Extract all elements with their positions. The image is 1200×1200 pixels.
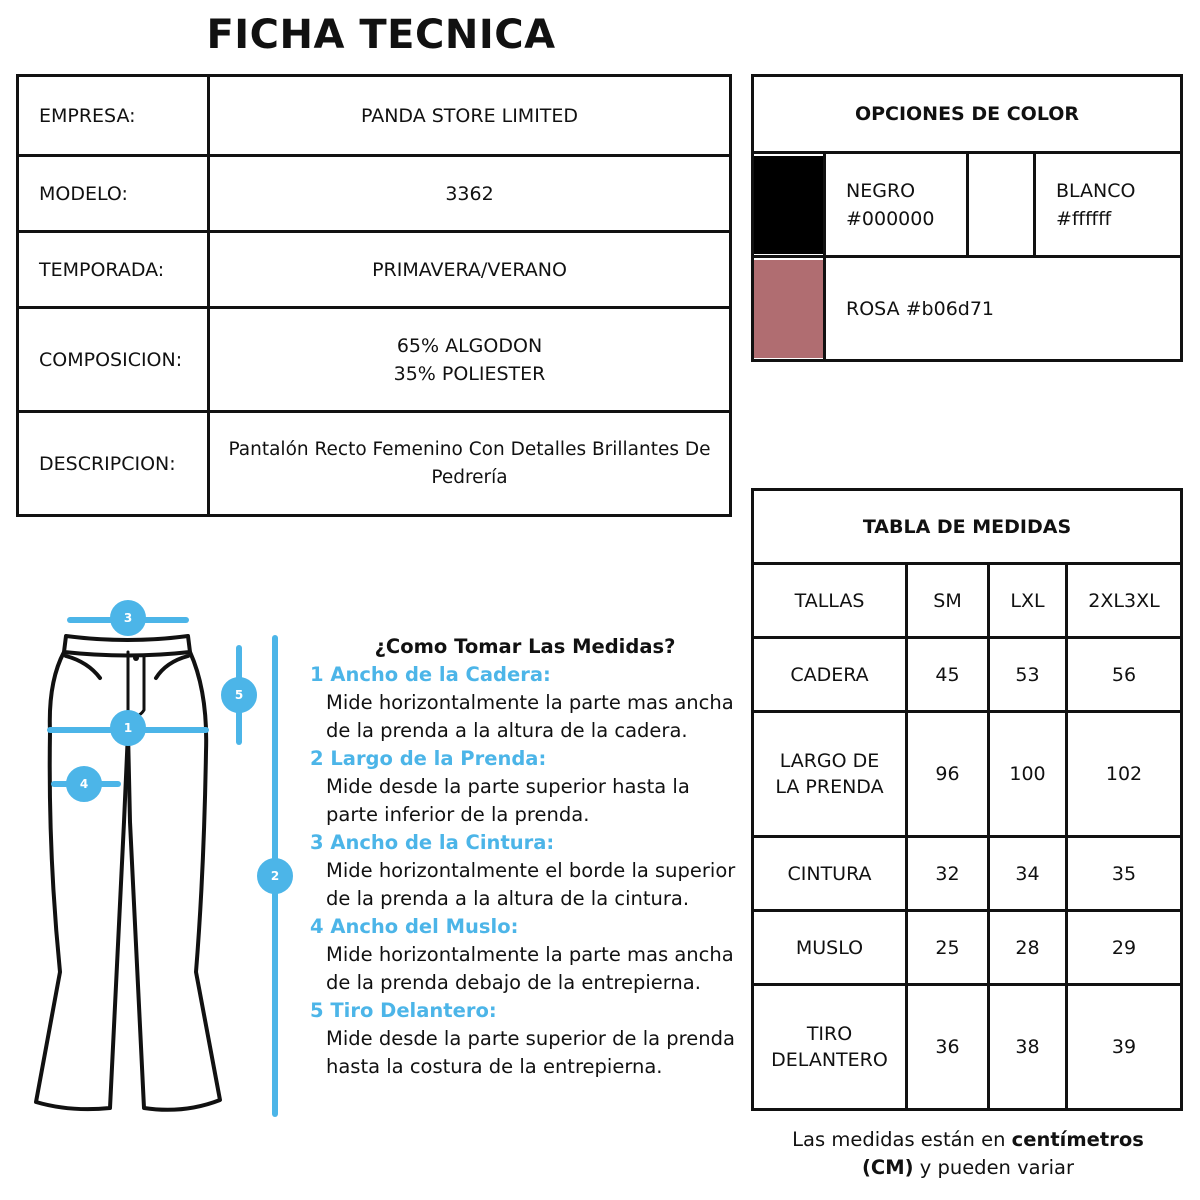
color-options-header: OPCIONES DE COLOR (753, 76, 1182, 153)
size-row-label: CADERA (753, 638, 907, 712)
instruction-step-line: Mide desde la parte superior de la prenda (326, 1027, 735, 1050)
spec-value (209, 232, 731, 308)
instruction-step (310, 661, 740, 745)
instruction-step-title: 4 Ancho del Muslo: (310, 915, 519, 938)
size-row (753, 911, 1182, 985)
color-swatch-pink (753, 257, 825, 361)
pants-button (133, 655, 139, 661)
pants-outline (36, 636, 220, 1110)
color-name: BLANCO (1056, 179, 1136, 202)
size-cell: 45 (907, 638, 989, 712)
color-hex: #ffffff (1056, 207, 1112, 230)
spec-value-line: 65% ALGODON (396, 334, 543, 357)
size-chart-table (751, 488, 1183, 1111)
spec-row (18, 232, 731, 308)
spec-value (209, 412, 731, 516)
spec-label: COMPOSICION: (18, 308, 209, 412)
instruction-step-line: de la prenda debajo de la entrepierna. (326, 971, 701, 994)
size-cell: 35 (1067, 837, 1182, 911)
size-cell: 102 (1067, 712, 1182, 837)
size-column-header: 2XL3XL (1067, 564, 1182, 638)
size-row (753, 985, 1182, 1110)
size-cell: 29 (1067, 911, 1182, 985)
size-header-row (753, 564, 1182, 638)
note-text: Las medidas están en (792, 1128, 1012, 1151)
size-chart-header: TABLA DE MEDIDAS (753, 490, 1182, 564)
size-row-label (753, 712, 907, 837)
color-hex: #b06d71 (905, 297, 995, 320)
size-cell: 25 (907, 911, 989, 985)
color-swatch-black (753, 153, 825, 257)
spec-value (209, 156, 731, 232)
size-cell: 53 (989, 638, 1067, 712)
size-cell: 36 (907, 985, 989, 1110)
measurement-note (752, 1126, 1184, 1182)
spec-label: TEMPORADA: (18, 232, 209, 308)
instruction-step-title: 1 Ancho de la Cadera: (310, 663, 551, 686)
spec-label: MODELO: (18, 156, 209, 232)
instruction-step-line: Mide horizontalmente la parte mas ancha (326, 691, 734, 714)
size-cell: 56 (1067, 638, 1182, 712)
spec-row (18, 308, 731, 412)
size-cell: 34 (989, 837, 1067, 911)
size-cell: 38 (989, 985, 1067, 1110)
size-row-label-line: LA PRENDA (775, 776, 884, 798)
size-cell: 39 (1067, 985, 1182, 1110)
instruction-step-title: 2 Largo de la Prenda: (310, 747, 547, 770)
size-row (753, 638, 1182, 712)
spec-row (18, 76, 731, 156)
size-row-label-line: LARGO DE (779, 750, 880, 772)
instruction-step (310, 745, 740, 829)
pants-measurement-diagram (20, 592, 300, 1124)
instruction-step-title: 5 Tiro Delantero: (310, 999, 497, 1022)
size-cell: 28 (989, 911, 1067, 985)
instructions-heading: ¿Como Tomar Las Medidas? (374, 635, 676, 658)
pants-left-pocket (66, 656, 100, 678)
color-name: ROSA (846, 297, 900, 320)
marker-2-label: 2 (270, 869, 280, 883)
instruction-step (310, 829, 740, 913)
spec-value-line: PANDA STORE LIMITED (360, 104, 579, 127)
spec-row (18, 156, 731, 232)
instruction-step-line: parte inferior de la prenda. (326, 803, 590, 826)
spec-table (16, 74, 732, 517)
size-column-header: SM (907, 564, 989, 638)
color-swatch-white (968, 153, 1035, 257)
instruction-step-line: de la prenda a la altura de la cintura. (326, 887, 690, 910)
spec-row (18, 412, 731, 516)
marker-3-label: 3 (123, 611, 133, 625)
instruction-step-line: Mide horizontalmente el borde la superior (326, 859, 736, 882)
note-unit-bold: centímetros (1011, 1128, 1144, 1151)
spec-value-line: Pantalón Recto Femenino Con Detalles Brillantes De (228, 438, 711, 460)
color-label-negro (825, 153, 968, 257)
size-row-label-line: DELANTERO (771, 1049, 888, 1071)
instruction-step-line: Mide desde la parte superior hasta la (326, 775, 690, 798)
marker-5-label: 5 (234, 688, 244, 702)
size-row-label: MUSLO (753, 911, 907, 985)
spec-value-line: 35% POLIESTER (393, 362, 546, 385)
size-cell: 96 (907, 712, 989, 837)
size-row (753, 837, 1182, 911)
size-row-label: CINTURA (753, 837, 907, 911)
spec-value (209, 76, 731, 156)
size-row-label (753, 985, 907, 1110)
size-column-header: TALLAS (753, 564, 907, 638)
size-row (753, 712, 1182, 837)
instruction-step (310, 913, 740, 997)
color-options-table (751, 74, 1183, 362)
spec-value (209, 308, 731, 412)
measuring-instructions (310, 633, 740, 1081)
spec-value-line: 3362 (445, 182, 494, 205)
color-name: NEGRO (846, 179, 916, 202)
pants-fly (128, 652, 144, 716)
color-label-rosa (825, 257, 1182, 361)
instruction-step-title: 3 Ancho de la Cintura: (310, 831, 555, 854)
marker-4-label: 4 (79, 777, 89, 791)
size-cell: 100 (989, 712, 1067, 837)
color-label-blanco (1035, 153, 1182, 257)
page-title: FICHA TECNICA (206, 12, 556, 58)
spec-value-line: PRIMAVERA/VERANO (372, 258, 567, 281)
note-text-end: y pueden variar (913, 1156, 1075, 1179)
instruction-step-line: Mide horizontalmente la parte mas ancha (326, 943, 734, 966)
spec-label: EMPRESA: (18, 76, 209, 156)
instruction-step-line: de la prenda a la altura de la cadera. (326, 719, 688, 742)
instruction-step (310, 997, 740, 1081)
marker-1-label: 1 (123, 721, 133, 735)
spec-value-line: Pedrería (431, 466, 508, 488)
size-row-label-line: TIRO (806, 1023, 853, 1045)
instruction-step-line: hasta la costura de la entrepierna. (326, 1055, 663, 1078)
size-column-header: LXL (989, 564, 1067, 638)
note-unit-abbr: (CM) (861, 1156, 914, 1179)
spec-label: DESCRIPCION: (18, 412, 209, 516)
pants-right-pocket (156, 656, 188, 678)
color-hex: #000000 (846, 207, 935, 230)
size-cell: 32 (907, 837, 989, 911)
